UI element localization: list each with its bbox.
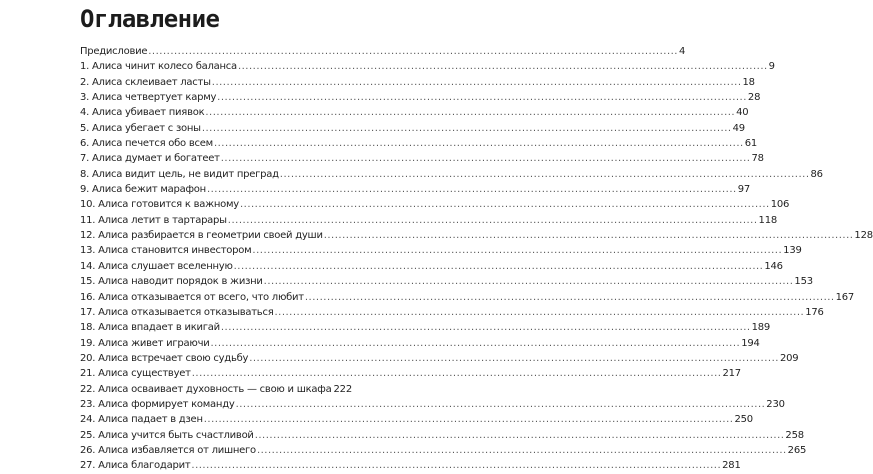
toc-entry <box>80 336 352 351</box>
toc-entry-label: 8. Алиса видит цель, не видит преград <box>80 167 279 182</box>
toc-list <box>80 44 352 474</box>
toc-leader-dots <box>257 443 787 458</box>
toc-entry <box>80 397 352 412</box>
toc-leader-dots <box>202 121 732 136</box>
toc-entry-page-number: 78 <box>751 151 763 166</box>
toc-entry-label: 11. Алиса летит в тартарары <box>80 213 227 228</box>
toc-entry-page-number: 250 <box>734 412 753 427</box>
toc-leader-dots <box>324 228 854 243</box>
toc-leader-dots <box>217 90 747 105</box>
toc-entry <box>80 351 352 366</box>
toc-entry-page-number: 40 <box>736 105 748 120</box>
toc-leader-dots <box>214 136 744 151</box>
toc-leader-dots <box>255 428 785 443</box>
toc-entry-label: 24. Алиса падает в дзен <box>80 412 203 427</box>
toc-entry <box>80 197 352 212</box>
toc-leader-dots <box>264 274 794 289</box>
toc-entry-label: 16. Алиса отказывается от всего, что любит <box>80 290 304 305</box>
toc-entry-page-number: 9 <box>769 59 775 74</box>
toc-entry-page-number: 176 <box>805 305 824 320</box>
toc-entry-label: 10. Алиса готовится к важному <box>80 197 239 212</box>
toc-leader-dots <box>221 320 751 335</box>
toc-entry <box>80 305 352 320</box>
toc-entry-page-number: 118 <box>759 213 778 228</box>
toc-entry-page-number: 217 <box>722 366 741 381</box>
toc-entry-label: 7. Алиса думает и богатеет <box>80 151 220 166</box>
toc-entry-label: 19. Алиса живет играючи <box>80 336 209 351</box>
toc-entry-page-number: 153 <box>794 274 813 289</box>
toc-entry <box>80 320 352 335</box>
toc-entry-label: 23. Алиса формирует команду <box>80 397 235 412</box>
toc-leader-dots <box>228 213 758 228</box>
toc-entry <box>80 44 352 59</box>
page-title: Оглавление <box>80 0 352 38</box>
toc-entry-page-number: 146 <box>764 259 783 274</box>
toc-leader-dots <box>212 75 742 90</box>
toc-entry <box>80 213 352 228</box>
toc-entry <box>80 105 352 120</box>
toc-entry-page-number: 128 <box>854 228 873 243</box>
toc-entry-label: 15. Алиса наводит порядок в жизни <box>80 274 263 289</box>
toc-entry-page-number: 61 <box>745 136 757 151</box>
toc-entry-page-number: 189 <box>752 320 771 335</box>
toc-entry-page-number: 18 <box>743 75 755 90</box>
toc-entry-label: 26. Алиса избавляется от лишнего <box>80 443 256 458</box>
toc-entry <box>80 274 352 289</box>
toc-entry-page-number: 167 <box>836 290 855 305</box>
toc-entry <box>80 458 352 473</box>
toc-entry-page-number: 258 <box>785 428 804 443</box>
toc-entry-page-number: 222 <box>334 382 353 397</box>
toc-entry <box>80 136 352 151</box>
toc-leader-dots <box>221 151 751 166</box>
toc-entry-page-number: 86 <box>811 167 823 182</box>
toc-entry-label: 25. Алиса учится быть счастливой <box>80 428 254 443</box>
toc-entry-label: 12. Алиса разбирается в геометрии своей души <box>80 228 323 243</box>
toc-entry-page-number: 194 <box>741 336 760 351</box>
toc-entry <box>80 151 352 166</box>
toc-entry-label: 27. Алиса благодарит <box>80 458 190 473</box>
toc-entry-label: 13. Алиса становится инвестором <box>80 243 251 258</box>
toc-entry-page-number: 49 <box>733 121 745 136</box>
toc-entry-page-number: 28 <box>748 90 760 105</box>
toc-leader-dots <box>274 305 804 320</box>
toc-entry <box>80 121 352 136</box>
toc-leader-dots <box>234 259 764 274</box>
toc-entry-label: 22. Алиса осваивает духовность — свою и шкафа <box>80 382 331 397</box>
toc-entry <box>80 428 352 443</box>
toc-entry <box>80 182 352 197</box>
toc-entry <box>80 412 352 427</box>
toc-entry <box>80 75 352 90</box>
toc-entry-page-number: 230 <box>766 397 785 412</box>
toc-entry <box>80 90 352 105</box>
toc-leader-dots <box>249 351 779 366</box>
toc-entry <box>80 259 352 274</box>
toc-leader-dots <box>305 290 835 305</box>
toc-entry <box>80 228 352 243</box>
toc-entry-label: 4. Алиса убивает пиявок <box>80 105 204 120</box>
toc-entry-page-number: 139 <box>783 243 802 258</box>
toc-entry <box>80 290 352 305</box>
toc-entry-page-number: 281 <box>722 458 741 473</box>
toc-entry-page-number: 4 <box>679 44 685 59</box>
toc-entry-page-number: 97 <box>738 182 750 197</box>
toc-entry-label: 2. Алиса склеивает ласты <box>80 75 211 90</box>
toc-leader-dots <box>252 243 782 258</box>
toc-entry <box>80 167 352 182</box>
toc-entry-label: 14. Алиса слушает вселенную <box>80 259 233 274</box>
toc-leader-dots <box>238 59 768 74</box>
toc-leader-dots <box>205 105 735 120</box>
toc-leader-dots <box>192 366 722 381</box>
toc-entry-label: 17. Алиса отказывается отказываться <box>80 305 273 320</box>
toc-entry-label: Предисловие <box>80 44 147 59</box>
toc-leader-dots <box>148 44 678 59</box>
toc-entry <box>80 59 352 74</box>
toc-entry-label: 20. Алиса встречает свою судьбу <box>80 351 248 366</box>
toc-leader-dots <box>207 182 737 197</box>
toc-entry-label: 3. Алиса четвертует карму <box>80 90 216 105</box>
toc-entry-page-number: 106 <box>771 197 790 212</box>
toc-entry-label: 21. Алиса существует <box>80 366 191 381</box>
toc-leader-dots <box>236 397 766 412</box>
toc-page <box>0 0 420 420</box>
toc-entry <box>80 443 352 458</box>
toc-entry <box>80 382 352 397</box>
toc-leader-dots <box>191 458 721 473</box>
toc-leader-dots <box>204 412 734 427</box>
toc-entry <box>80 243 352 258</box>
toc-leader-dots <box>280 167 810 182</box>
toc-entry-label: 6. Алиса печется обо всем <box>80 136 213 151</box>
toc-entry-label: 9. Алиса бежит марафон <box>80 182 206 197</box>
toc-entry-label: 1. Алиса чинит колесо баланса <box>80 59 237 74</box>
toc-entry <box>80 366 352 381</box>
toc-entry-label: 18. Алиса впадает в икигай <box>80 320 220 335</box>
toc-entry-page-number: 209 <box>780 351 799 366</box>
toc-entry-label: 5. Алиса убегает с зоны <box>80 121 201 136</box>
toc-entry-page-number: 265 <box>788 443 807 458</box>
toc-leader-dots <box>240 197 770 212</box>
toc-leader-dots <box>210 336 740 351</box>
